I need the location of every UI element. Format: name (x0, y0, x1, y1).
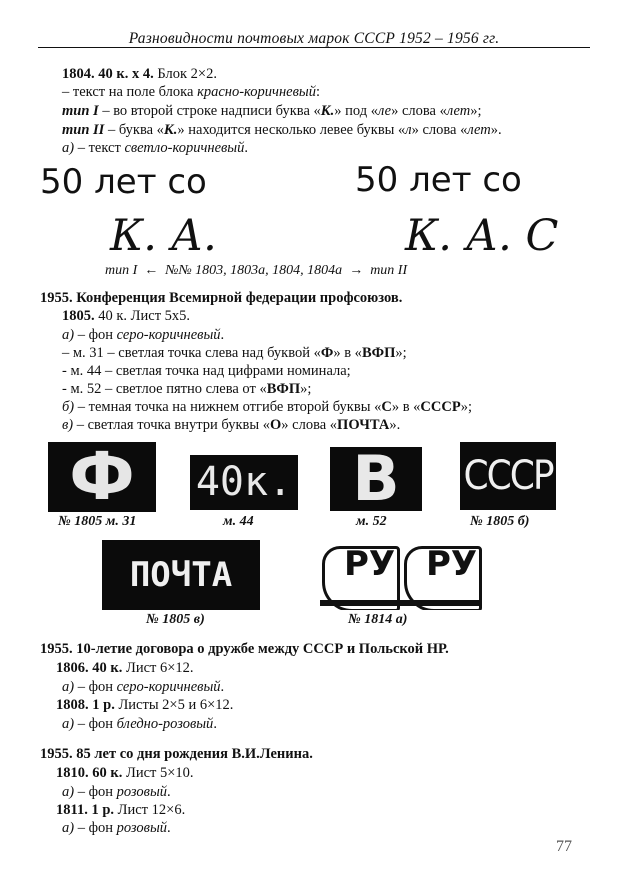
text-fragment: – фон (74, 820, 117, 836)
color-name: светло-коричневый (124, 140, 245, 156)
letter-ref: К. (163, 122, 178, 138)
color-name: серо-коричневый (116, 679, 221, 695)
type-caption (105, 262, 407, 279)
color-name: розовый (116, 820, 168, 836)
detail-text: В (352, 447, 400, 511)
text-fragment: – фон (74, 784, 117, 800)
letter-ref: О (270, 417, 282, 433)
text-fragment: » в « (333, 345, 362, 361)
catalog-number: 1810. (56, 765, 89, 781)
detail-text: РУ (344, 544, 396, 584)
caption-sssr: № 1805 б) (470, 514, 530, 529)
text-fragment: : (315, 84, 320, 100)
catalog-number: 1805. (62, 308, 95, 324)
color-name: розовый (116, 784, 168, 800)
letter-ref: ле (377, 103, 392, 119)
arrow-left-icon: ← (144, 263, 159, 278)
word-ref: СССР (420, 399, 461, 415)
entry-1808-variant-a (62, 716, 217, 733)
text-fragment: – текст (74, 140, 125, 156)
stamp-detail-ru (318, 544, 483, 610)
section-1955-conference-title: 1955. Конференция Всемирной федерации профсоюзов. (40, 290, 403, 306)
denomination: 60 к. (88, 765, 123, 781)
caption-type2: тип II (370, 263, 408, 278)
letter-ref: С (381, 399, 392, 415)
header-rule (38, 47, 590, 48)
entry-1804-block-text (62, 84, 320, 101)
caption-numbers: №№ 1803, 1803а, 1804, 1804а (165, 263, 343, 278)
entry-1806-heading (56, 660, 194, 677)
word-ref: ВФП (361, 345, 396, 361)
color-name: красно-коричневый (197, 84, 316, 100)
entry-1805-m52 (62, 381, 311, 398)
catalog-number: 1806. (56, 660, 89, 676)
text-fragment: ». (490, 122, 502, 138)
variant-label: а) (62, 716, 75, 732)
color-name: бледно-розовый (116, 716, 214, 732)
text-fragment: – фон (74, 327, 117, 343)
text-fragment: »; (460, 399, 472, 415)
denomination: 40 к. х 4. (98, 66, 154, 82)
letter-ref: л (405, 122, 412, 138)
text-fragment: »; (470, 103, 482, 119)
variant-label: а) (62, 327, 75, 343)
text-fragment: » находится несколько левее буквы « (177, 122, 406, 138)
detail-text: СССР (463, 453, 553, 499)
denomination: 1 р. (88, 697, 115, 713)
type-label: тип I (62, 103, 99, 119)
sheet-format: Лист 6×12. (122, 660, 194, 676)
caption-phi: № 1805 м. 31 (58, 514, 137, 529)
word-ref: ВФП (266, 381, 301, 397)
entry-1811-variant-a (62, 820, 171, 837)
text-fragment: . (167, 820, 171, 836)
text-fragment: »; (395, 345, 407, 361)
entry-1804-type2 (62, 122, 502, 139)
word-ref: лет (467, 122, 491, 138)
text-fragment: . (213, 716, 217, 732)
sheet-format: Листы 2×5 и 6×12. (114, 697, 234, 713)
sheet-format: Лист 5×10. (122, 765, 194, 781)
text-fragment: ». (389, 417, 401, 433)
text-fragment: 40 к. Лист 5х5. (94, 308, 191, 324)
page-number: 77 (556, 838, 572, 855)
entry-1804-heading (62, 66, 217, 83)
block-format: Блок 2×2. (157, 66, 217, 82)
caption-b: м. 52 (356, 514, 387, 529)
caption-pochta: № 1805 в) (146, 612, 205, 627)
variant-label: а) (62, 679, 75, 695)
denomination: 40 к. (88, 660, 123, 676)
letter-ref: К. (320, 103, 335, 119)
stamp-detail-b (330, 447, 422, 511)
variant-label: а) (62, 784, 75, 800)
text-fragment: » под « (334, 103, 378, 119)
color-name: серо-коричневый (116, 327, 221, 343)
type1-text-line2: К. А. (110, 211, 217, 261)
section-1955-treaty-title: 1955. 10-летие договора о дружбе между СССР и Польской НР. (40, 641, 449, 657)
running-header: Разновидности почтовых марок СССР 1952 – 1956 гг. (128, 30, 500, 47)
catalog-number: 1811. (56, 802, 88, 818)
text-fragment: . (244, 140, 248, 156)
stamp-detail-sssr (460, 442, 556, 510)
entry-1808-heading (56, 697, 233, 714)
text-fragment: – буква « (104, 122, 164, 138)
detail-text: РУ (426, 544, 478, 584)
letter-ref: Ф (320, 345, 334, 361)
caption-type1: тип I (105, 263, 138, 278)
stamp-detail-phi (48, 442, 156, 512)
text-fragment: – фон (74, 679, 117, 695)
variant-label: а) (62, 820, 75, 836)
text-fragment: » слова « (281, 417, 338, 433)
text-fragment: . (167, 784, 171, 800)
variant-label: в) (62, 417, 74, 433)
text-fragment: » слова « (391, 103, 447, 119)
arrow-right-icon: → (349, 263, 364, 278)
word-ref: лет (446, 103, 471, 119)
variant-label: а) (62, 140, 75, 156)
text-fragment: – текст на поле блока (62, 84, 198, 100)
text-fragment: – м. 31 – светлая точка слева над буквой « (62, 345, 321, 361)
caption-40k: м. 44 (223, 514, 254, 529)
text-fragment: – во второй строке надписи буква « (98, 103, 321, 119)
catalog-number: 1804. (62, 66, 95, 82)
entry-1805-m44: - м. 44 – светлая точка над цифрами номинала; (62, 363, 351, 379)
type-label: тип II (62, 122, 105, 138)
entry-1810-variant-a (62, 784, 171, 801)
word-ref: ПОЧТА (337, 417, 390, 433)
entry-1804-type1 (62, 103, 482, 120)
detail-text: 40к. (195, 459, 293, 505)
text-fragment: »; (300, 381, 312, 397)
entry-1805-heading (62, 308, 190, 325)
text-fragment: . (220, 679, 225, 695)
entry-1810-heading (56, 765, 194, 782)
type2-text-line2: К. А. С (405, 211, 559, 261)
entry-1811-heading (56, 802, 185, 819)
type1-text-line1: 50 лет со (40, 162, 207, 202)
stamp-detail-pochta (102, 540, 260, 610)
text-fragment: – темная точка на нижнем отгибе второй буквы « (74, 399, 382, 415)
text-fragment: - м. 52 – светлое пятно слева от « (62, 381, 267, 397)
text-fragment: » в « (391, 399, 421, 415)
entry-1805-variant-v (62, 417, 400, 434)
text-fragment: – фон (74, 716, 117, 732)
entry-1805-m31 (62, 345, 407, 362)
text-fragment: – светлая точка внутри буквы « (73, 417, 270, 433)
detail-text: Ф (69, 442, 135, 512)
detail-text: ПОЧТА (129, 555, 233, 595)
type2-text-line1: 50 лет со (355, 160, 522, 200)
entry-1805-variant-b (62, 399, 472, 416)
stamp-detail-40k (190, 455, 298, 510)
text-fragment: . (220, 327, 225, 343)
baseline-bar (320, 600, 480, 606)
caption-ru: № 1814 а) (348, 612, 408, 627)
denomination: 1 р. (87, 802, 115, 818)
type2-clip (395, 210, 567, 262)
entry-1805-variant-a (62, 327, 224, 344)
text-fragment: » слова « (411, 122, 468, 138)
entry-1806-variant-a (62, 679, 224, 696)
variant-label: б) (62, 399, 75, 415)
section-1955-lenin-title: 1955. 85 лет со дня рождения В.И.Ленина. (40, 746, 313, 762)
entry-1804-variant-a (62, 140, 248, 157)
catalog-number: 1808. (56, 697, 89, 713)
sheet-format: Лист 12×6. (114, 802, 186, 818)
